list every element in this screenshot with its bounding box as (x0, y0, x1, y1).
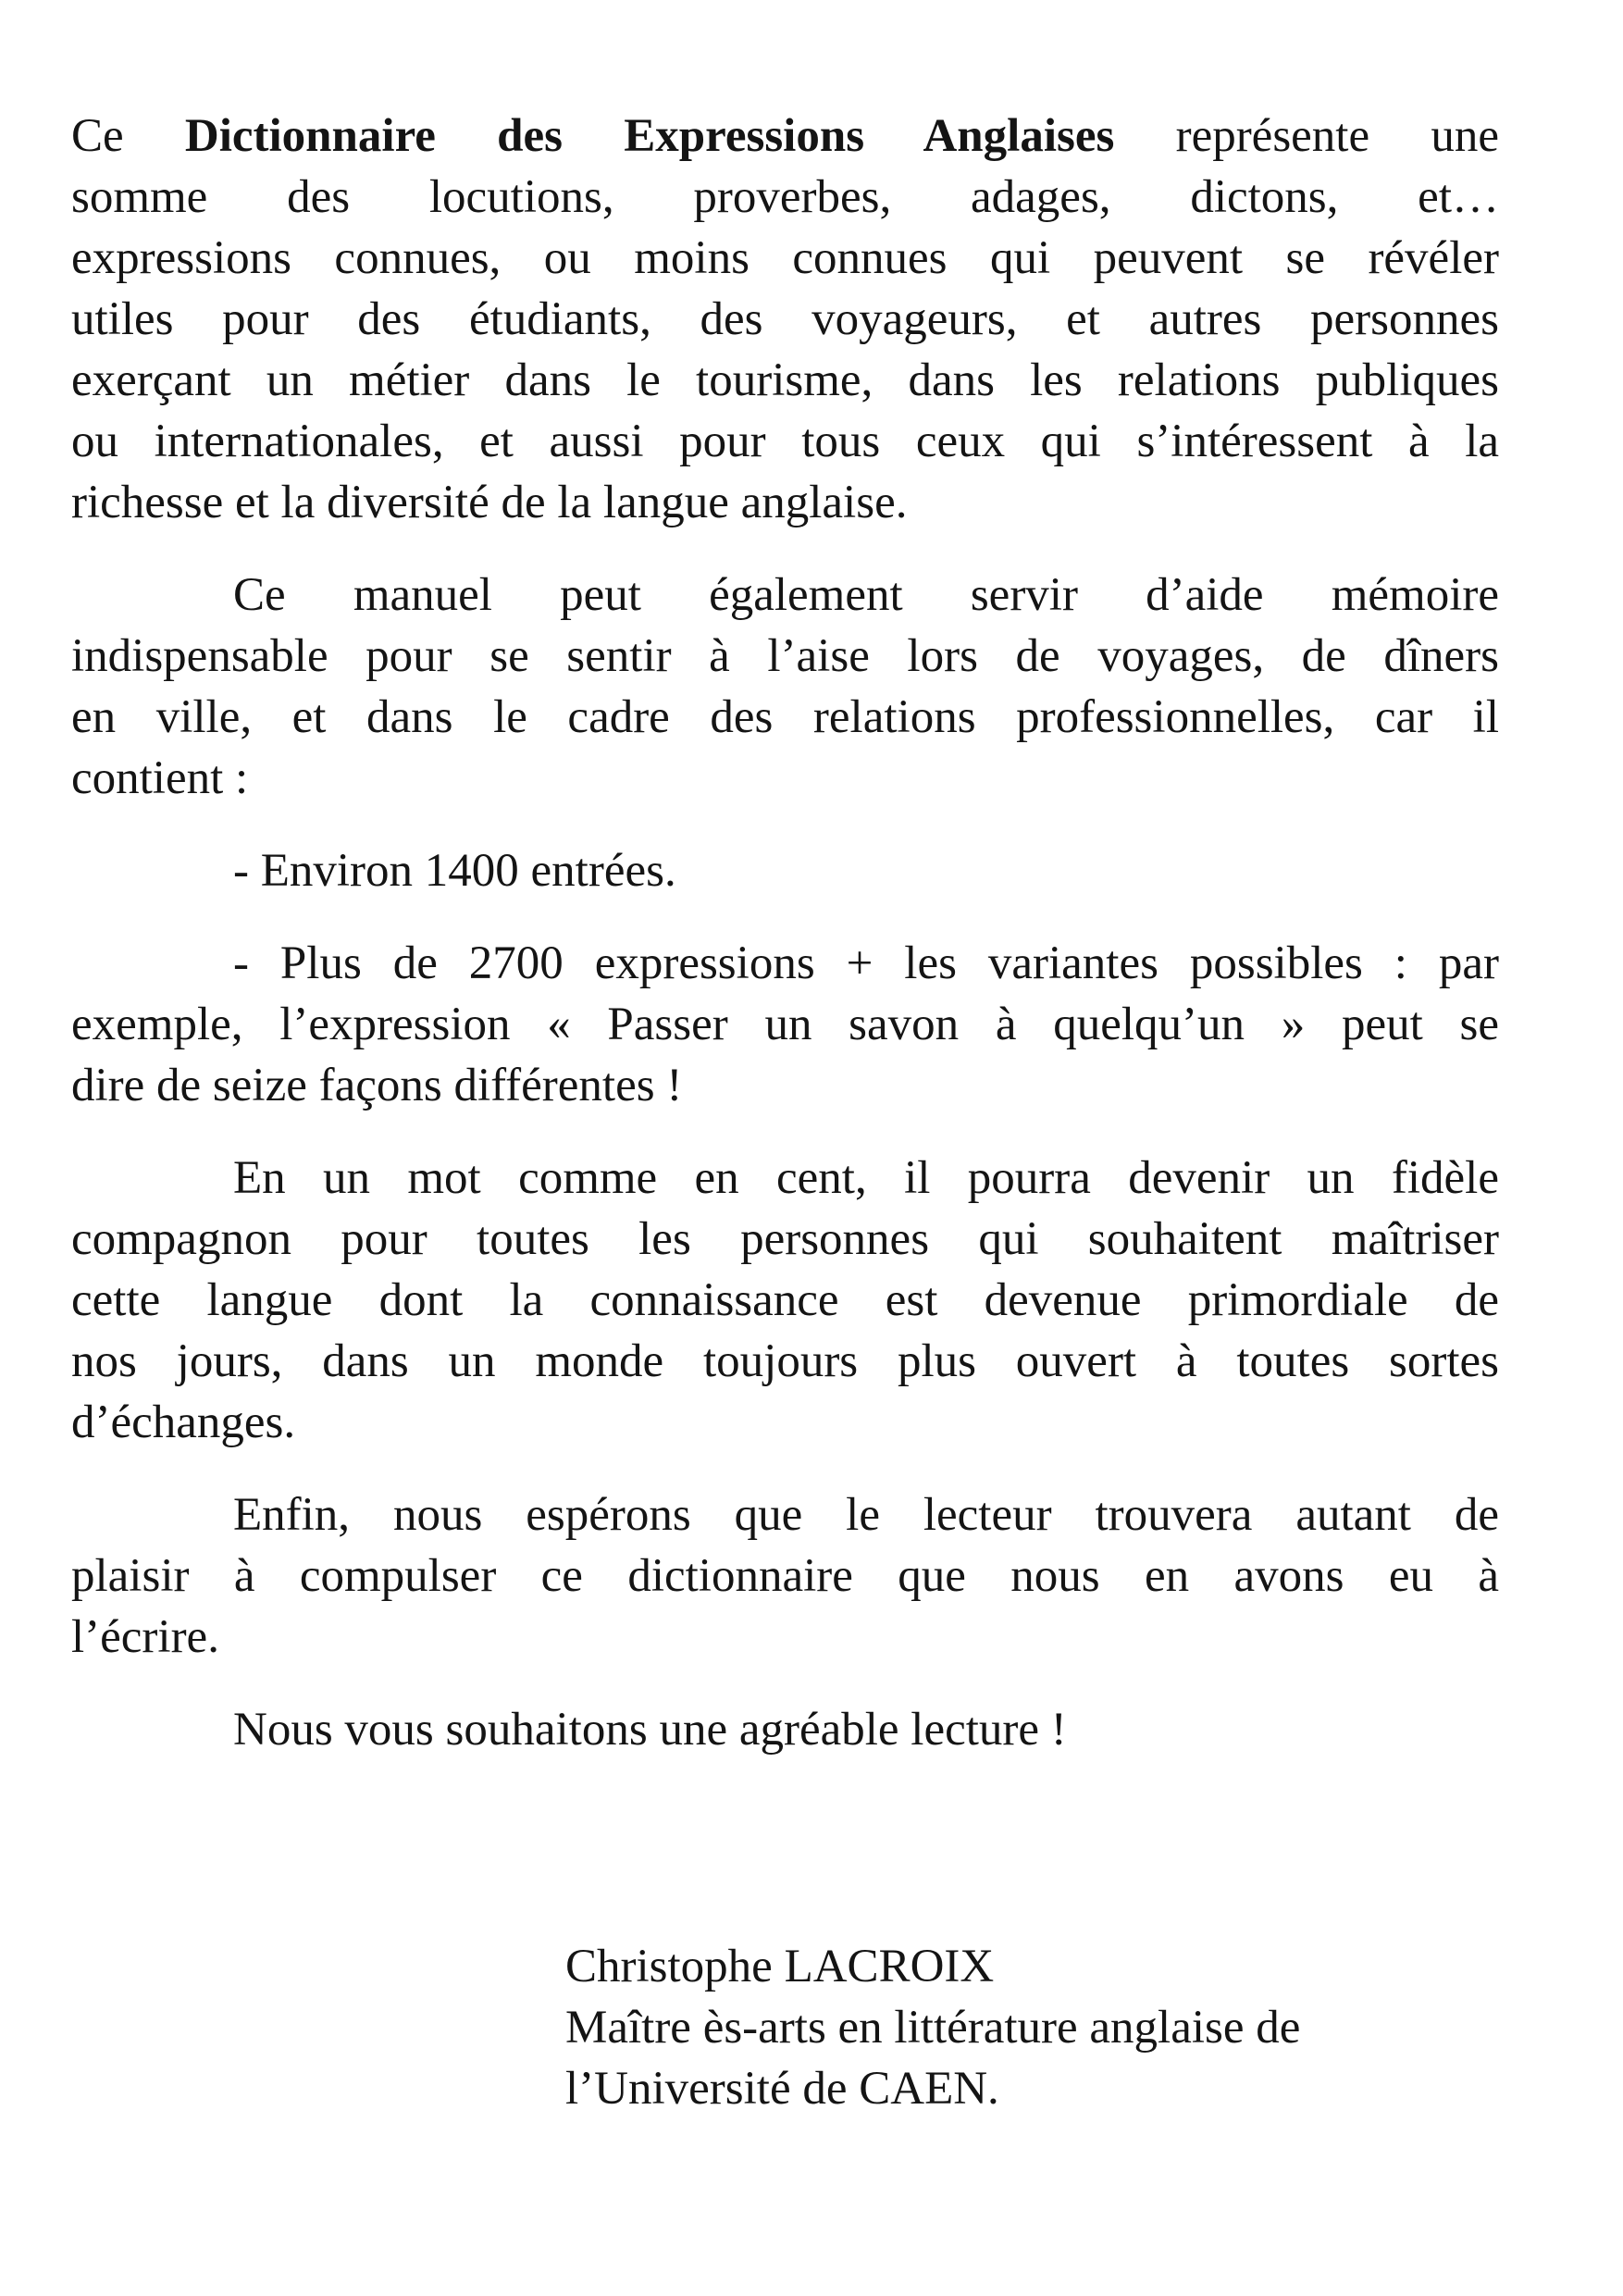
paragraph-item-entrees (71, 840, 1499, 901)
text-line: - Environ 1400 entrées. (233, 845, 676, 897)
paragraph-aide-memoire (71, 565, 1499, 809)
signature-author-name: Christophe LACROIX (565, 1941, 995, 1992)
text-line: utiles pour des étudiants, des voyageurs, et autres personnes (71, 293, 1499, 345)
document-body (71, 105, 1499, 1760)
text-line: Enfin, nous espérons que le lecteur trouvera autant de (233, 1489, 1499, 1541)
signature-author-university: l’Université de CAEN. (565, 2063, 999, 2115)
text-line: contient : (71, 752, 249, 804)
paragraph-espoir-lecteur (71, 1484, 1499, 1668)
text-line: Ce Dictionnaire des Expressions Anglaises représente une (71, 110, 1499, 162)
signature-block (565, 1936, 1499, 2119)
text-line: ou internationales, et aussi pour tous ceux qui s’intéressent à la (71, 416, 1499, 467)
paragraph-item-expressions (71, 933, 1499, 1116)
text-line: En un mot comme en cent, il pourra devenir un fidèle (233, 1152, 1499, 1204)
text-line: nos jours, dans un monde toujours plus ouvert à toutes sortes (71, 1335, 1499, 1387)
text-line: indispensable pour se sentir à l’aise lors de voyages, de dîners (71, 630, 1499, 682)
paragraph-intro (71, 105, 1499, 533)
text-line: exemple, l’expression « Passer un savon à quelqu’un » peut se (71, 999, 1499, 1050)
text-line: somme des locutions, proverbes, adages, dictons, et… (71, 171, 1499, 223)
text-line: Nous vous souhaitons une agréable lecture ! (233, 1704, 1067, 1756)
text-line: expressions connues, ou moins connues qui peuvent se révéler (71, 232, 1499, 284)
paragraph-souhait-lecture (71, 1699, 1499, 1760)
text-line: plaisir à compulser ce dictionnaire que nous en avons eu à (71, 1550, 1499, 1602)
text-line: compagnon pour toutes les personnes qui souhaitent maîtriser (71, 1213, 1499, 1265)
text-line: exerçant un métier dans le tourisme, dans les relations publiques (71, 354, 1499, 406)
signature-author-title: Maître ès-arts en littérature anglaise de (565, 2002, 1301, 2054)
text-line: l’écrire. (71, 1611, 219, 1663)
text-line: cette langue dont la connaissance est devenue primordiale de (71, 1274, 1499, 1326)
paragraph-fidele-compagnon (71, 1148, 1499, 1453)
text-line: richesse et la diversité de la langue anglaise. (71, 477, 908, 528)
text-line: Ce manuel peut également servir d’aide mémoire (233, 569, 1499, 621)
text-line: en ville, et dans le cadre des relations professionnelles, car il (71, 691, 1499, 743)
text-line: d’échanges. (71, 1396, 296, 1448)
text-line: - Plus de 2700 expressions + les variantes possibles : par (233, 937, 1499, 989)
text-line: dire de seize façons différentes ! (71, 1060, 683, 1111)
